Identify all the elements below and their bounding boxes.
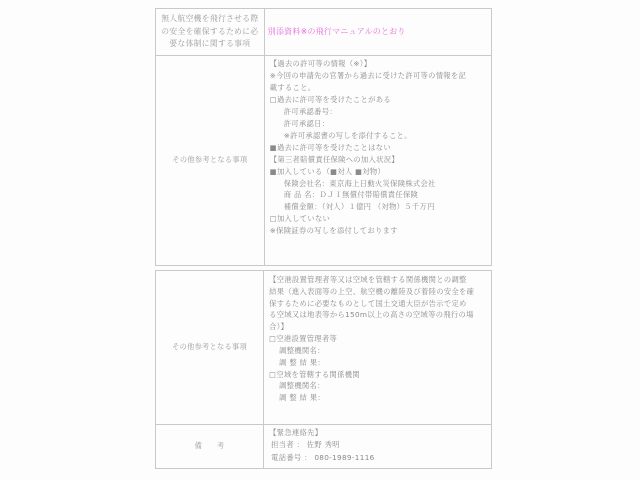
row-value-coordination [264,271,492,425]
row-value-other-info [264,56,491,266]
past-permit-yes-option: □過去に許可等を受けたことがある [269,94,391,104]
past-permit-no-option: ■過去に許可等を受けたことはない [269,142,391,152]
permit-date-field: 許可承認日： [283,118,330,128]
emergency-contact-heading: 【緊急連絡先】 [269,428,323,437]
coordination-result-field: 調 整 結 果： [279,357,325,367]
note-line: ※今回の申請先の官署から過去に受けた許可等の情報を記 [269,70,467,80]
airspace-agency-option: □空域を管轄する関係機関 [269,369,360,379]
table-row [156,9,492,56]
table-row [156,56,492,266]
note-line: 載すること。 [269,82,316,92]
contact-person-field: 担当者 ： 佐野 秀明 [271,440,340,450]
row-value-emergency-contact [264,425,492,469]
airport-manager-option: □空港設置管理者等 [269,334,338,344]
past-permit-heading: 【過去の許可等の情報（※）】 [269,59,372,68]
insurance-copy-note: ※保険証券の写しを添付しております [269,226,398,236]
coordination-text: 合）】 [269,322,289,332]
row-label-safety-system [156,9,265,56]
label-line: 無人航空機を飛行させる際 [161,13,259,23]
insurance-product-field: 商 品 名：ＤＪＩ無償付帯賠償責任保険 [283,190,419,200]
application-table-2 [155,270,492,469]
coordination-text: る空域又は地表等から150m以上の高さの空域等の飛行の場 [269,310,474,320]
insurance-company-field: 保険会社名：東京海上日動火災保険株式会社 [283,178,436,188]
flight-manual-reference: 別添資料※の飛行マニュアルのとおり [267,27,406,37]
row-label-remarks: 備 考 [156,425,264,469]
permit-copy-note: ※許可承認書の写しを添付すること。 [283,130,412,140]
contact-phone-field: 電話番号 ： 080-1989-1116 [271,452,375,462]
coordination-text: 保するために必要なものとして国土交通大臣が告示で定め [269,298,467,308]
row-label-other-info-2: その他参考となる事項 [156,271,264,425]
table-row [156,271,492,425]
coordination-heading: 【空港設置管理者等又は空域を管轄する関係機関との調整 [269,275,467,284]
insurance-amount-field: 補償金額：（対人）１億円 （対物）５千万円 [283,202,435,212]
permit-number-field: 許可承認番号： [283,106,337,116]
insurance-enrolled-option: ■加入している（■対人 ■対物） [269,166,386,176]
coordination-agency-field: 調整機関名： [279,381,325,391]
application-table-1 [155,8,492,266]
row-value-safety-system [264,9,491,56]
coordination-text: 結果（進入表面等の上空、航空機の離陸及び着陸の安全を確 [269,286,475,296]
insurance-heading: 【第三者賠償責任保険への加入状況】 [269,154,399,164]
table-row [156,425,492,469]
coordination-result-field: 調 整 結 果： [279,393,325,403]
row-label-other-info: その他参考となる事項 [156,56,265,266]
coordination-agency-field: 調整機関名： [279,345,325,355]
label-line: 要な体制に関する事項 [169,39,251,49]
insurance-not-enrolled-option: □加入していない [269,214,331,224]
label-line: の安全を確保するために必 [161,26,259,36]
